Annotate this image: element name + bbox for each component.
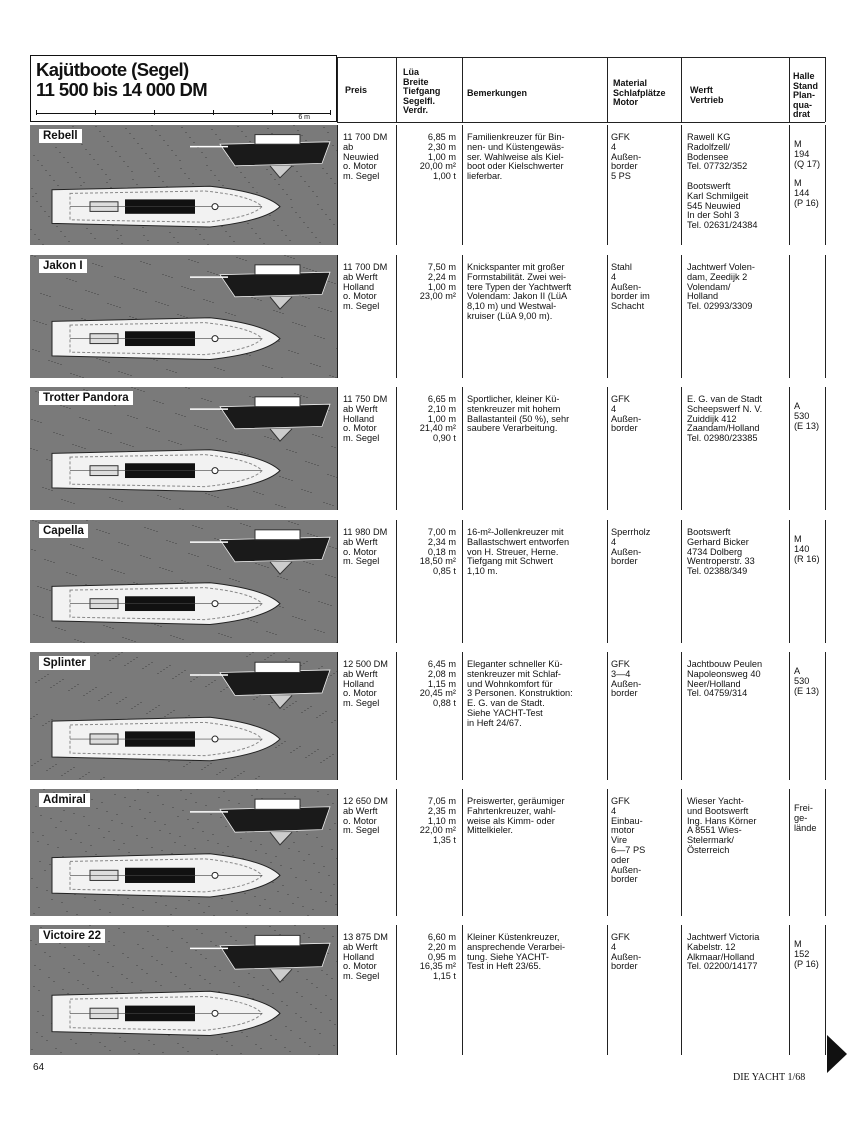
cell-bemerkungen: Familienkreuzer für Bin- nen- und Küstengewäs- ser. Wahlweise als Kiel- boot oder Kielschwerter lieferbar. [467, 132, 565, 182]
cell-preis: 11 700 DM ab Neuwied o. Motor m. Segel [343, 132, 388, 182]
cell-werft: Jachtbouw Peulen Napoleonsweg 40 Neer/Holland Tel. 04759/314 [687, 659, 763, 699]
cell-bemerkungen: 16-m²-Jollenkreuzer mit Ballastschwert entworfen von H. Streuer, Herne. Tiefgang mit Schwert 1,10 m. [467, 527, 570, 577]
cell-halle: A 530 (E 13) [794, 401, 820, 431]
title-box [30, 55, 337, 122]
cell-preis: 11 980 DM ab Werft o. Motor m. Segel [343, 527, 388, 567]
boat-name: Trotter Pandora [39, 391, 133, 405]
cell-halle: M 152 (P 16) [794, 939, 819, 969]
boat-illustration [30, 125, 337, 245]
page-subtitle: 11 500 bis 14 000 DM [36, 79, 208, 100]
boat-name: Capella [39, 524, 88, 538]
cell-halle: M 194 (Q 17) M 144 (P 16) [794, 139, 821, 208]
cell-material: GFK 4 Außen- border [611, 932, 642, 972]
boat-illustration [30, 255, 337, 378]
page-number: 64 [33, 1062, 45, 1073]
cell-material: GFK 4 Außen- border [611, 394, 642, 434]
cell-material: GFK 4 Außen- border 5 PS [611, 132, 642, 182]
cell-werft: Rawell KG Radolfzell/ Bodensee Tel. 07732/352 Bootswerft Karl Schmilgeit 545 Neuwied In der Sohl 3 Tel. 02631/24384 [687, 132, 758, 231]
next-page-arrow-icon [827, 1035, 847, 1073]
cell-preis: 13 875 DM ab Werft Holland o. Motor m. Segel [343, 932, 388, 982]
cell-preis: 11 700 DM ab Werft Holland o. Motor m. Segel [343, 262, 388, 312]
cell-masse: 7,05 m 2,35 m 1,10 m 22,00 m² 1,35 t [419, 796, 456, 846]
col-header-werft: Werft Vertrieb [690, 85, 724, 105]
cell-werft: Wieser Yacht- und Bootswerft Ing. Hans Körner A 8551 Wies- Stelermark/ Österreich [687, 796, 757, 855]
scale-label: 6 m [298, 114, 310, 121]
cell-werft: Bootswerft Gerhard Bicker 4734 Dolberg Wentroperstr. 33 Tel. 02388/349 [687, 527, 755, 577]
boat-name: Jakon I [39, 259, 87, 273]
boat-name: Admiral [39, 793, 90, 807]
cell-masse: 6,85 m 2,30 m 1,00 m 20,00 m² 1,00 t [419, 132, 456, 182]
cell-masse: 7,00 m 2,34 m 0,18 m 18,50 m² 0,85 t [419, 527, 456, 577]
cell-halle: M 140 (R 16) [794, 534, 820, 564]
col-header-bemerkungen: Bemerkungen [467, 88, 528, 98]
cell-preis: 11 750 DM ab Werft Holland o. Motor m. Segel [343, 394, 388, 444]
cell-bemerkungen: Preiswerter, geräumiger Fahrtenkreuzer, wahl- weise als Kimm- oder Mittelkieler. [467, 796, 565, 836]
col-header-masse: Lüa Breite Tiefgang Segelfl. Verdr. [403, 67, 441, 115]
boat-name: Victoire 22 [39, 929, 105, 943]
boat-name: Rebell [39, 129, 82, 143]
cell-bemerkungen: Eleganter schneller Kü- stenkreuzer mit Schlaf- und Wohnkomfort für 3 Personen. Konstruktion: E. G. van de Stadt. Siehe YACHT-Test in Heft 24/67. [467, 659, 573, 728]
cell-preis: 12 650 DM ab Werft o. Motor m. Segel [343, 796, 388, 836]
cell-material: GFK 4 Einbau- motor Vire 6—7 PS oder Außen- border [611, 796, 646, 885]
cell-masse: 7,50 m 2,24 m 1,00 m 23,00 m² [419, 262, 456, 302]
boat-illustration [30, 387, 337, 510]
cell-bemerkungen: Kleiner Küstenkreuzer, ansprechende Verarbei- tung. Siehe YACHT- Test in Heft 23/65. [467, 932, 566, 972]
cell-material: GFK 3—4 Außen- border [611, 659, 642, 699]
col-header-halle: Halle Stand Plan- qua- drat [793, 71, 819, 119]
cell-masse: 6,60 m 2,20 m 0,95 m 16,35 m² 1,15 t [419, 932, 456, 982]
cell-bemerkungen: Sportlicher, kleiner Kü- stenkreuzer mit hohem Ballastanteil (50 %), sehr saubere Verarbeitung. [467, 394, 570, 434]
cell-halle: Frei- ge- lände [794, 803, 817, 833]
magazine-footer: DIE YACHT 1/68 [733, 1072, 806, 1083]
cell-material: Sperrholz 4 Außen- border [611, 527, 651, 567]
cell-material: Stahl 4 Außen- border im Schacht [611, 262, 650, 312]
cell-masse: 6,65 m 2,10 m 1,00 m 21,40 m² 0,90 t [419, 394, 456, 444]
cell-werft: Jachtwerf Volen- dam, Zeedijk 2 Volendam/ Holland Tel. 02993/3309 [687, 262, 755, 312]
cell-bemerkungen: Knickspanter mit großer Formstabilität. Zwei wei- tere Typen der Yachtwerft Volendam: Jakon II (LüA 8,10 m) und Westwal- kruiser (LüA 9,00 m). [467, 262, 572, 321]
page-title: Kajütboote (Segel) [36, 59, 189, 80]
boat-illustration [30, 925, 337, 1055]
cell-werft: E. G. van de Stadt Scheepswerf N. V. Zuiddijk 412 Zaandam/Holland Tel. 02980/23385 [687, 394, 763, 444]
cell-masse: 6,45 m 2,08 m 1,15 m 20,45 m² 0,88 t [419, 659, 456, 709]
cell-preis: 12 500 DM ab Werft Holland o. Motor m. Segel [343, 659, 388, 709]
boat-illustration [30, 789, 337, 916]
cell-halle: A 530 (E 13) [794, 666, 820, 696]
cell-werft: Jachtwerf Victoria Kabelstr. 12 Alkmaar/Holland Tel. 02200/14177 [687, 932, 760, 972]
boat-illustration [30, 652, 337, 780]
col-header-preis: Preis [345, 85, 368, 95]
scale-bar [36, 113, 331, 118]
col-header-material: Material Schlafplätze Motor [613, 78, 666, 107]
boat-illustration [30, 520, 337, 643]
boat-name: Splinter [39, 656, 90, 670]
